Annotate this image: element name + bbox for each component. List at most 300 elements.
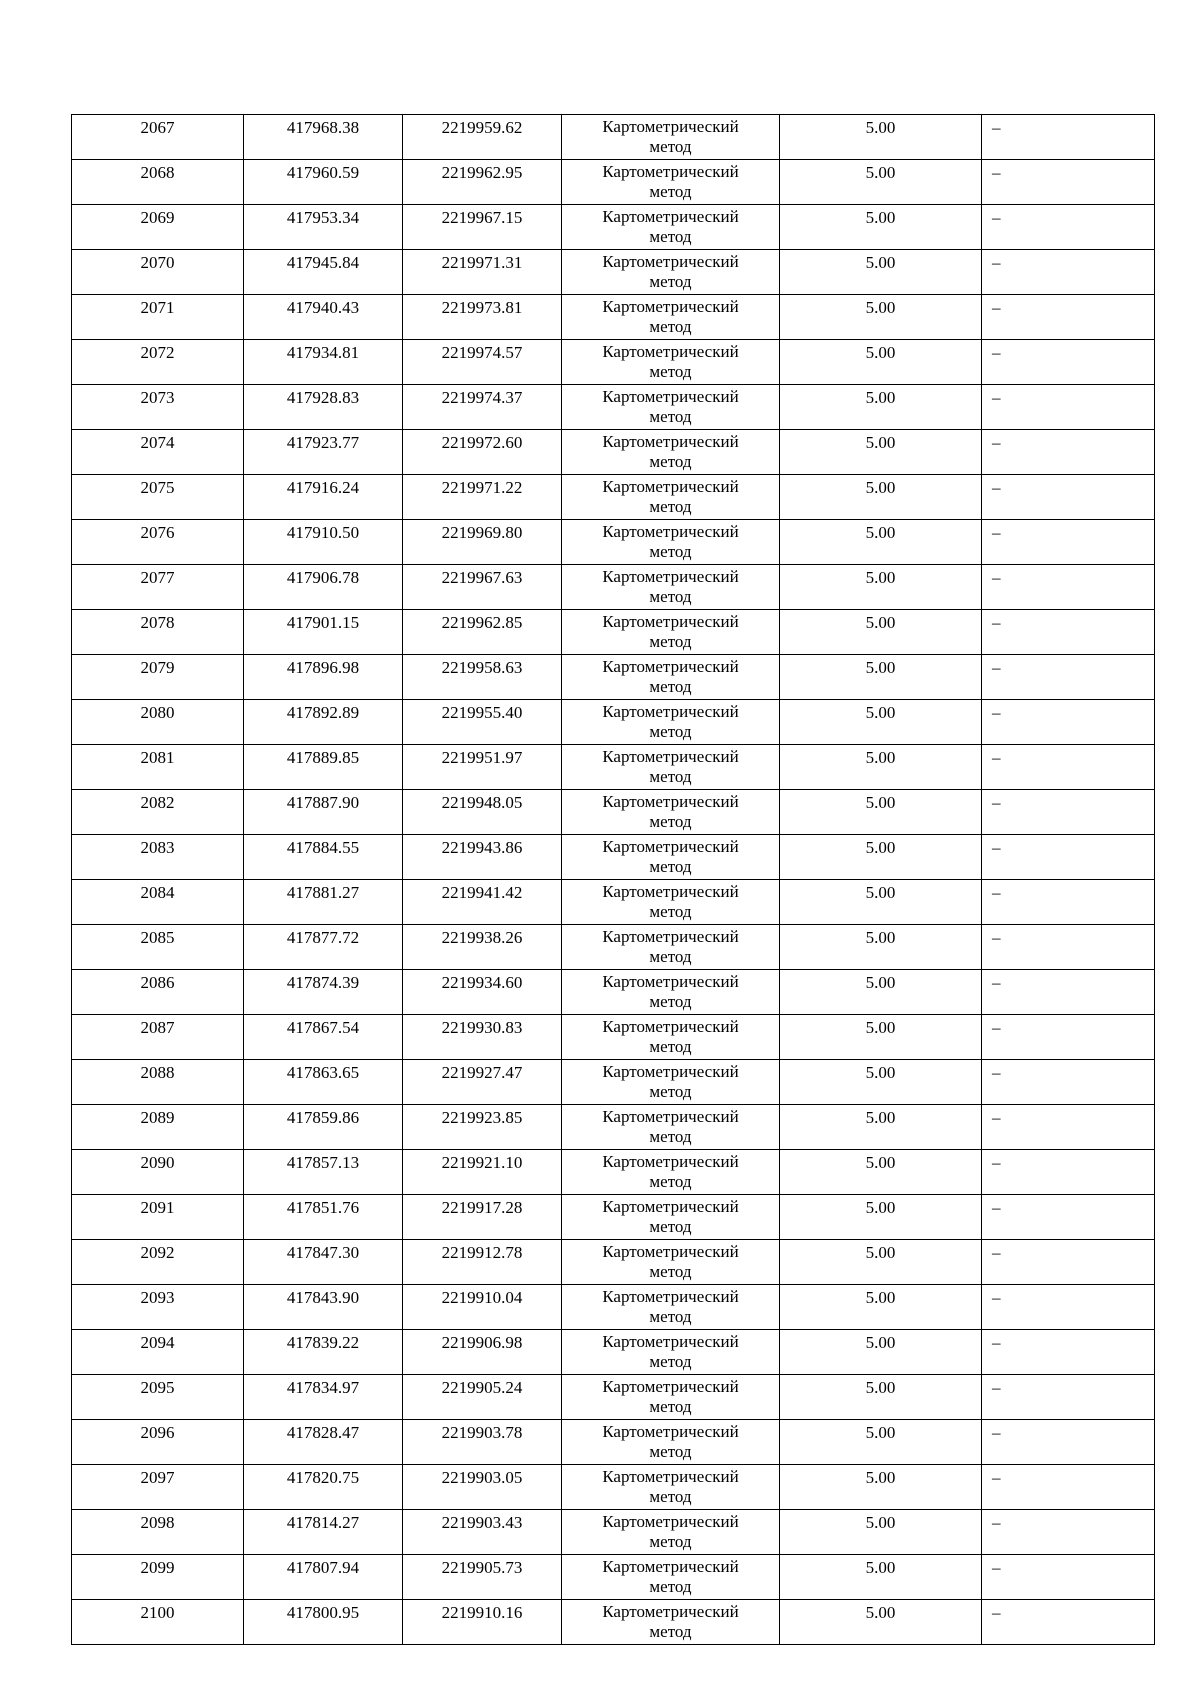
method-line-1: Картометрический — [602, 702, 739, 721]
description-cell: – — [982, 925, 1155, 970]
method-line-2: метод — [649, 1622, 692, 1641]
method-line-2: метод — [649, 1307, 692, 1326]
y-coordinate-cell: 2219903.05 — [403, 1465, 562, 1510]
method-cell — [562, 610, 780, 655]
method-line-1: Картометрический — [602, 747, 739, 766]
point-number-cell: 2079 — [72, 655, 244, 700]
x-coordinate-cell: 417820.75 — [244, 1465, 403, 1510]
description-cell: – — [982, 1330, 1155, 1375]
point-number-cell: 2089 — [72, 1105, 244, 1150]
table-row — [72, 1330, 1155, 1375]
method-line-1: Картометрический — [602, 837, 739, 856]
accuracy-cell: 5.00 — [780, 1015, 982, 1060]
table-row — [72, 1150, 1155, 1195]
method-line-1: Картометрический — [602, 207, 739, 226]
point-number-cell: 2083 — [72, 835, 244, 880]
method-line-1: Картометрический — [602, 1242, 739, 1261]
x-coordinate-cell: 417934.81 — [244, 340, 403, 385]
y-coordinate-cell: 2219917.28 — [403, 1195, 562, 1240]
method-line-2: метод — [649, 272, 692, 291]
y-coordinate-cell: 2219974.57 — [403, 340, 562, 385]
method-line-2: метод — [649, 407, 692, 426]
accuracy-cell: 5.00 — [780, 385, 982, 430]
point-number-cell: 2091 — [72, 1195, 244, 1240]
description-cell: – — [982, 1420, 1155, 1465]
description-cell: – — [982, 430, 1155, 475]
method-cell — [562, 1375, 780, 1420]
method-cell — [562, 1510, 780, 1555]
x-coordinate-cell: 417887.90 — [244, 790, 403, 835]
method-line-2: метод — [649, 632, 692, 651]
method-cell — [562, 970, 780, 1015]
x-coordinate-cell: 417906.78 — [244, 565, 403, 610]
method-cell — [562, 1105, 780, 1150]
table-row — [72, 430, 1155, 475]
description-cell: – — [982, 1600, 1155, 1645]
method-line-1: Картометрический — [602, 1197, 739, 1216]
x-coordinate-cell: 417968.38 — [244, 115, 403, 160]
method-cell — [562, 295, 780, 340]
point-number-cell: 2078 — [72, 610, 244, 655]
method-cell — [562, 340, 780, 385]
accuracy-cell: 5.00 — [780, 430, 982, 475]
accuracy-cell: 5.00 — [780, 1375, 982, 1420]
accuracy-cell: 5.00 — [780, 160, 982, 205]
point-number-cell: 2074 — [72, 430, 244, 475]
method-cell — [562, 700, 780, 745]
accuracy-cell: 5.00 — [780, 1285, 982, 1330]
method-cell — [562, 1555, 780, 1600]
x-coordinate-cell: 417892.89 — [244, 700, 403, 745]
table-row — [72, 295, 1155, 340]
accuracy-cell: 5.00 — [780, 1105, 982, 1150]
point-number-cell: 2077 — [72, 565, 244, 610]
method-line-1: Картометрический — [602, 432, 739, 451]
method-line-2: метод — [649, 317, 692, 336]
accuracy-cell: 5.00 — [780, 340, 982, 385]
accuracy-cell: 5.00 — [780, 745, 982, 790]
method-line-2: метод — [649, 1352, 692, 1371]
table-row — [72, 160, 1155, 205]
method-cell — [562, 1285, 780, 1330]
method-line-1: Картометрический — [602, 522, 739, 541]
method-cell — [562, 835, 780, 880]
method-cell — [562, 1195, 780, 1240]
method-line-1: Картометрический — [602, 1152, 739, 1171]
point-number-cell: 2090 — [72, 1150, 244, 1195]
accuracy-cell: 5.00 — [780, 295, 982, 340]
method-line-1: Картометрический — [602, 612, 739, 631]
y-coordinate-cell: 2219934.60 — [403, 970, 562, 1015]
x-coordinate-cell: 417839.22 — [244, 1330, 403, 1375]
table-row — [72, 1195, 1155, 1240]
method-cell — [562, 385, 780, 430]
method-cell — [562, 1150, 780, 1195]
method-line-1: Картометрический — [602, 1062, 739, 1081]
method-cell — [562, 880, 780, 925]
x-coordinate-cell: 417877.72 — [244, 925, 403, 970]
method-cell — [562, 1600, 780, 1645]
x-coordinate-cell: 417828.47 — [244, 1420, 403, 1465]
method-cell — [562, 1420, 780, 1465]
table-row — [72, 250, 1155, 295]
point-number-cell: 2082 — [72, 790, 244, 835]
method-cell — [562, 1240, 780, 1285]
accuracy-cell: 5.00 — [780, 520, 982, 565]
method-line-2: метод — [649, 857, 692, 876]
description-cell: – — [982, 1060, 1155, 1105]
method-line-1: Картометрический — [602, 1557, 739, 1576]
method-cell — [562, 430, 780, 475]
table-row — [72, 1465, 1155, 1510]
method-line-2: метод — [649, 1172, 692, 1191]
accuracy-cell: 5.00 — [780, 835, 982, 880]
point-number-cell: 2096 — [72, 1420, 244, 1465]
method-line-1: Картометрический — [602, 477, 739, 496]
table-row — [72, 655, 1155, 700]
accuracy-cell: 5.00 — [780, 1465, 982, 1510]
method-cell — [562, 520, 780, 565]
y-coordinate-cell: 2219971.31 — [403, 250, 562, 295]
description-cell: – — [982, 970, 1155, 1015]
table-row — [72, 745, 1155, 790]
method-line-1: Картометрический — [602, 882, 739, 901]
x-coordinate-cell: 417857.13 — [244, 1150, 403, 1195]
y-coordinate-cell: 2219903.78 — [403, 1420, 562, 1465]
y-coordinate-cell: 2219962.95 — [403, 160, 562, 205]
point-number-cell: 2068 — [72, 160, 244, 205]
method-line-1: Картометрический — [602, 252, 739, 271]
x-coordinate-cell: 417896.98 — [244, 655, 403, 700]
description-cell: – — [982, 790, 1155, 835]
point-number-cell: 2080 — [72, 700, 244, 745]
table-row — [72, 1510, 1155, 1555]
point-number-cell: 2094 — [72, 1330, 244, 1375]
y-coordinate-cell: 2219962.85 — [403, 610, 562, 655]
description-cell: – — [982, 1015, 1155, 1060]
description-cell: – — [982, 1375, 1155, 1420]
y-coordinate-cell: 2219923.85 — [403, 1105, 562, 1150]
method-line-2: метод — [649, 1262, 692, 1281]
x-coordinate-cell: 417859.86 — [244, 1105, 403, 1150]
method-line-1: Картометрический — [602, 567, 739, 586]
method-line-1: Картометрический — [602, 1107, 739, 1126]
description-cell: – — [982, 115, 1155, 160]
accuracy-cell: 5.00 — [780, 1150, 982, 1195]
method-line-1: Картометрический — [602, 1512, 739, 1531]
method-line-2: метод — [649, 1577, 692, 1596]
y-coordinate-cell: 2219967.15 — [403, 205, 562, 250]
table-row — [72, 1555, 1155, 1600]
method-cell — [562, 1330, 780, 1375]
method-line-2: метод — [649, 587, 692, 606]
method-line-1: Картометрический — [602, 657, 739, 676]
method-line-1: Картометрический — [602, 297, 739, 316]
point-number-cell: 2071 — [72, 295, 244, 340]
method-line-1: Картометрический — [602, 1332, 739, 1351]
accuracy-cell: 5.00 — [780, 565, 982, 610]
description-cell: – — [982, 205, 1155, 250]
description-cell: – — [982, 565, 1155, 610]
accuracy-cell: 5.00 — [780, 1420, 982, 1465]
method-cell — [562, 1015, 780, 1060]
accuracy-cell: 5.00 — [780, 115, 982, 160]
description-cell: – — [982, 1150, 1155, 1195]
method-line-2: метод — [649, 992, 692, 1011]
y-coordinate-cell: 2219906.98 — [403, 1330, 562, 1375]
method-line-2: метод — [649, 362, 692, 381]
x-coordinate-cell: 417901.15 — [244, 610, 403, 655]
accuracy-cell: 5.00 — [780, 1600, 982, 1645]
method-line-2: метод — [649, 947, 692, 966]
point-number-cell: 2086 — [72, 970, 244, 1015]
accuracy-cell: 5.00 — [780, 790, 982, 835]
accuracy-cell: 5.00 — [780, 1330, 982, 1375]
description-cell: – — [982, 1195, 1155, 1240]
coordinates-table — [71, 114, 1155, 1645]
x-coordinate-cell: 417940.43 — [244, 295, 403, 340]
coordinates-table-body — [72, 115, 1155, 1645]
method-line-2: метод — [649, 1037, 692, 1056]
method-cell — [562, 1465, 780, 1510]
x-coordinate-cell: 417945.84 — [244, 250, 403, 295]
description-cell: – — [982, 160, 1155, 205]
y-coordinate-cell: 2219943.86 — [403, 835, 562, 880]
point-number-cell: 2097 — [72, 1465, 244, 1510]
method-cell — [562, 115, 780, 160]
method-line-1: Картометрический — [602, 972, 739, 991]
y-coordinate-cell: 2219973.81 — [403, 295, 562, 340]
x-coordinate-cell: 417910.50 — [244, 520, 403, 565]
description-cell: – — [982, 475, 1155, 520]
description-cell: – — [982, 340, 1155, 385]
point-number-cell: 2075 — [72, 475, 244, 520]
point-number-cell: 2093 — [72, 1285, 244, 1330]
y-coordinate-cell: 2219972.60 — [403, 430, 562, 475]
method-line-1: Картометрический — [602, 1017, 739, 1036]
x-coordinate-cell: 417843.90 — [244, 1285, 403, 1330]
table-row — [72, 115, 1155, 160]
point-number-cell: 2073 — [72, 385, 244, 430]
point-number-cell: 2084 — [72, 880, 244, 925]
y-coordinate-cell: 2219971.22 — [403, 475, 562, 520]
point-number-cell: 2100 — [72, 1600, 244, 1645]
table-row — [72, 1060, 1155, 1105]
method-line-2: метод — [649, 542, 692, 561]
method-line-2: метод — [649, 452, 692, 471]
point-number-cell: 2098 — [72, 1510, 244, 1555]
description-cell: – — [982, 700, 1155, 745]
accuracy-cell: 5.00 — [780, 1555, 982, 1600]
point-number-cell: 2076 — [72, 520, 244, 565]
table-row — [72, 610, 1155, 655]
x-coordinate-cell: 417834.97 — [244, 1375, 403, 1420]
y-coordinate-cell: 2219941.42 — [403, 880, 562, 925]
method-line-2: метод — [649, 1397, 692, 1416]
x-coordinate-cell: 417881.27 — [244, 880, 403, 925]
y-coordinate-cell: 2219974.37 — [403, 385, 562, 430]
method-cell — [562, 745, 780, 790]
description-cell: – — [982, 835, 1155, 880]
point-number-cell: 2095 — [72, 1375, 244, 1420]
method-line-2: метод — [649, 1217, 692, 1236]
method-line-2: метод — [649, 1442, 692, 1461]
accuracy-cell: 5.00 — [780, 1240, 982, 1285]
y-coordinate-cell: 2219910.16 — [403, 1600, 562, 1645]
description-cell: – — [982, 610, 1155, 655]
method-cell — [562, 1060, 780, 1105]
method-line-2: метод — [649, 182, 692, 201]
table-row — [72, 565, 1155, 610]
method-line-2: метод — [649, 1487, 692, 1506]
y-coordinate-cell: 2219938.26 — [403, 925, 562, 970]
table-row — [72, 835, 1155, 880]
description-cell: – — [982, 1510, 1155, 1555]
point-number-cell: 2069 — [72, 205, 244, 250]
table-row — [72, 1240, 1155, 1285]
y-coordinate-cell: 2219958.63 — [403, 655, 562, 700]
method-line-2: метод — [649, 1532, 692, 1551]
accuracy-cell: 5.00 — [780, 880, 982, 925]
y-coordinate-cell: 2219948.05 — [403, 790, 562, 835]
method-line-1: Картометрический — [602, 1377, 739, 1396]
method-line-2: метод — [649, 722, 692, 741]
accuracy-cell: 5.00 — [780, 475, 982, 520]
y-coordinate-cell: 2219955.40 — [403, 700, 562, 745]
x-coordinate-cell: 417851.76 — [244, 1195, 403, 1240]
table-row — [72, 925, 1155, 970]
accuracy-cell: 5.00 — [780, 1510, 982, 1555]
y-coordinate-cell: 2219930.83 — [403, 1015, 562, 1060]
table-row — [72, 1105, 1155, 1150]
method-cell — [562, 655, 780, 700]
table-row — [72, 475, 1155, 520]
method-line-1: Картометрический — [602, 342, 739, 361]
point-number-cell: 2092 — [72, 1240, 244, 1285]
method-line-2: метод — [649, 767, 692, 786]
point-number-cell: 2081 — [72, 745, 244, 790]
accuracy-cell: 5.00 — [780, 1195, 982, 1240]
table-row — [72, 385, 1155, 430]
accuracy-cell: 5.00 — [780, 610, 982, 655]
method-line-1: Картометрический — [602, 162, 739, 181]
table-row — [72, 1375, 1155, 1420]
description-cell: – — [982, 1240, 1155, 1285]
x-coordinate-cell: 417800.95 — [244, 1600, 403, 1645]
method-cell — [562, 250, 780, 295]
method-cell — [562, 205, 780, 250]
point-number-cell: 2099 — [72, 1555, 244, 1600]
method-line-2: метод — [649, 1127, 692, 1146]
method-cell — [562, 565, 780, 610]
table-row — [72, 970, 1155, 1015]
method-line-1: Картометрический — [602, 1287, 739, 1306]
description-cell: – — [982, 1555, 1155, 1600]
y-coordinate-cell: 2219921.10 — [403, 1150, 562, 1195]
description-cell: – — [982, 385, 1155, 430]
method-line-2: метод — [649, 497, 692, 516]
method-line-1: Картометрический — [602, 117, 739, 136]
accuracy-cell: 5.00 — [780, 700, 982, 745]
x-coordinate-cell: 417928.83 — [244, 385, 403, 430]
description-cell: – — [982, 1285, 1155, 1330]
y-coordinate-cell: 2219969.80 — [403, 520, 562, 565]
description-cell: – — [982, 655, 1155, 700]
method-cell — [562, 790, 780, 835]
x-coordinate-cell: 417923.77 — [244, 430, 403, 475]
method-line-1: Картометрический — [602, 1422, 739, 1441]
method-line-2: метод — [649, 812, 692, 831]
accuracy-cell: 5.00 — [780, 970, 982, 1015]
method-line-2: метод — [649, 227, 692, 246]
x-coordinate-cell: 417960.59 — [244, 160, 403, 205]
x-coordinate-cell: 417884.55 — [244, 835, 403, 880]
accuracy-cell: 5.00 — [780, 205, 982, 250]
table-row — [72, 1600, 1155, 1645]
method-line-2: метод — [649, 1082, 692, 1101]
point-number-cell: 2070 — [72, 250, 244, 295]
x-coordinate-cell: 417847.30 — [244, 1240, 403, 1285]
description-cell: – — [982, 250, 1155, 295]
point-number-cell: 2067 — [72, 115, 244, 160]
description-cell: – — [982, 745, 1155, 790]
method-line-2: метод — [649, 902, 692, 921]
table-row — [72, 205, 1155, 250]
accuracy-cell: 5.00 — [780, 250, 982, 295]
table-row — [72, 880, 1155, 925]
table-row — [72, 1015, 1155, 1060]
point-number-cell: 2072 — [72, 340, 244, 385]
y-coordinate-cell: 2219903.43 — [403, 1510, 562, 1555]
description-cell: – — [982, 1105, 1155, 1150]
method-line-1: Картометрический — [602, 927, 739, 946]
method-line-2: метод — [649, 137, 692, 156]
table-row — [72, 520, 1155, 565]
point-number-cell: 2088 — [72, 1060, 244, 1105]
accuracy-cell: 5.00 — [780, 1060, 982, 1105]
y-coordinate-cell: 2219967.63 — [403, 565, 562, 610]
description-cell: – — [982, 1465, 1155, 1510]
method-cell — [562, 475, 780, 520]
table-row — [72, 1420, 1155, 1465]
table-row — [72, 700, 1155, 745]
y-coordinate-cell: 2219905.73 — [403, 1555, 562, 1600]
accuracy-cell: 5.00 — [780, 925, 982, 970]
method-line-1: Картометрический — [602, 1602, 739, 1621]
x-coordinate-cell: 417874.39 — [244, 970, 403, 1015]
y-coordinate-cell: 2219959.62 — [403, 115, 562, 160]
method-line-1: Картометрический — [602, 792, 739, 811]
description-cell: – — [982, 295, 1155, 340]
method-cell — [562, 160, 780, 205]
y-coordinate-cell: 2219905.24 — [403, 1375, 562, 1420]
x-coordinate-cell: 417814.27 — [244, 1510, 403, 1555]
y-coordinate-cell: 2219910.04 — [403, 1285, 562, 1330]
method-line-1: Картометрический — [602, 1467, 739, 1486]
x-coordinate-cell: 417953.34 — [244, 205, 403, 250]
x-coordinate-cell: 417807.94 — [244, 1555, 403, 1600]
table-row — [72, 1285, 1155, 1330]
x-coordinate-cell: 417867.54 — [244, 1015, 403, 1060]
method-cell — [562, 925, 780, 970]
method-line-1: Картометрический — [602, 387, 739, 406]
method-line-2: метод — [649, 677, 692, 696]
description-cell: – — [982, 520, 1155, 565]
y-coordinate-cell: 2219927.47 — [403, 1060, 562, 1105]
description-cell: – — [982, 880, 1155, 925]
x-coordinate-cell: 417863.65 — [244, 1060, 403, 1105]
x-coordinate-cell: 417916.24 — [244, 475, 403, 520]
